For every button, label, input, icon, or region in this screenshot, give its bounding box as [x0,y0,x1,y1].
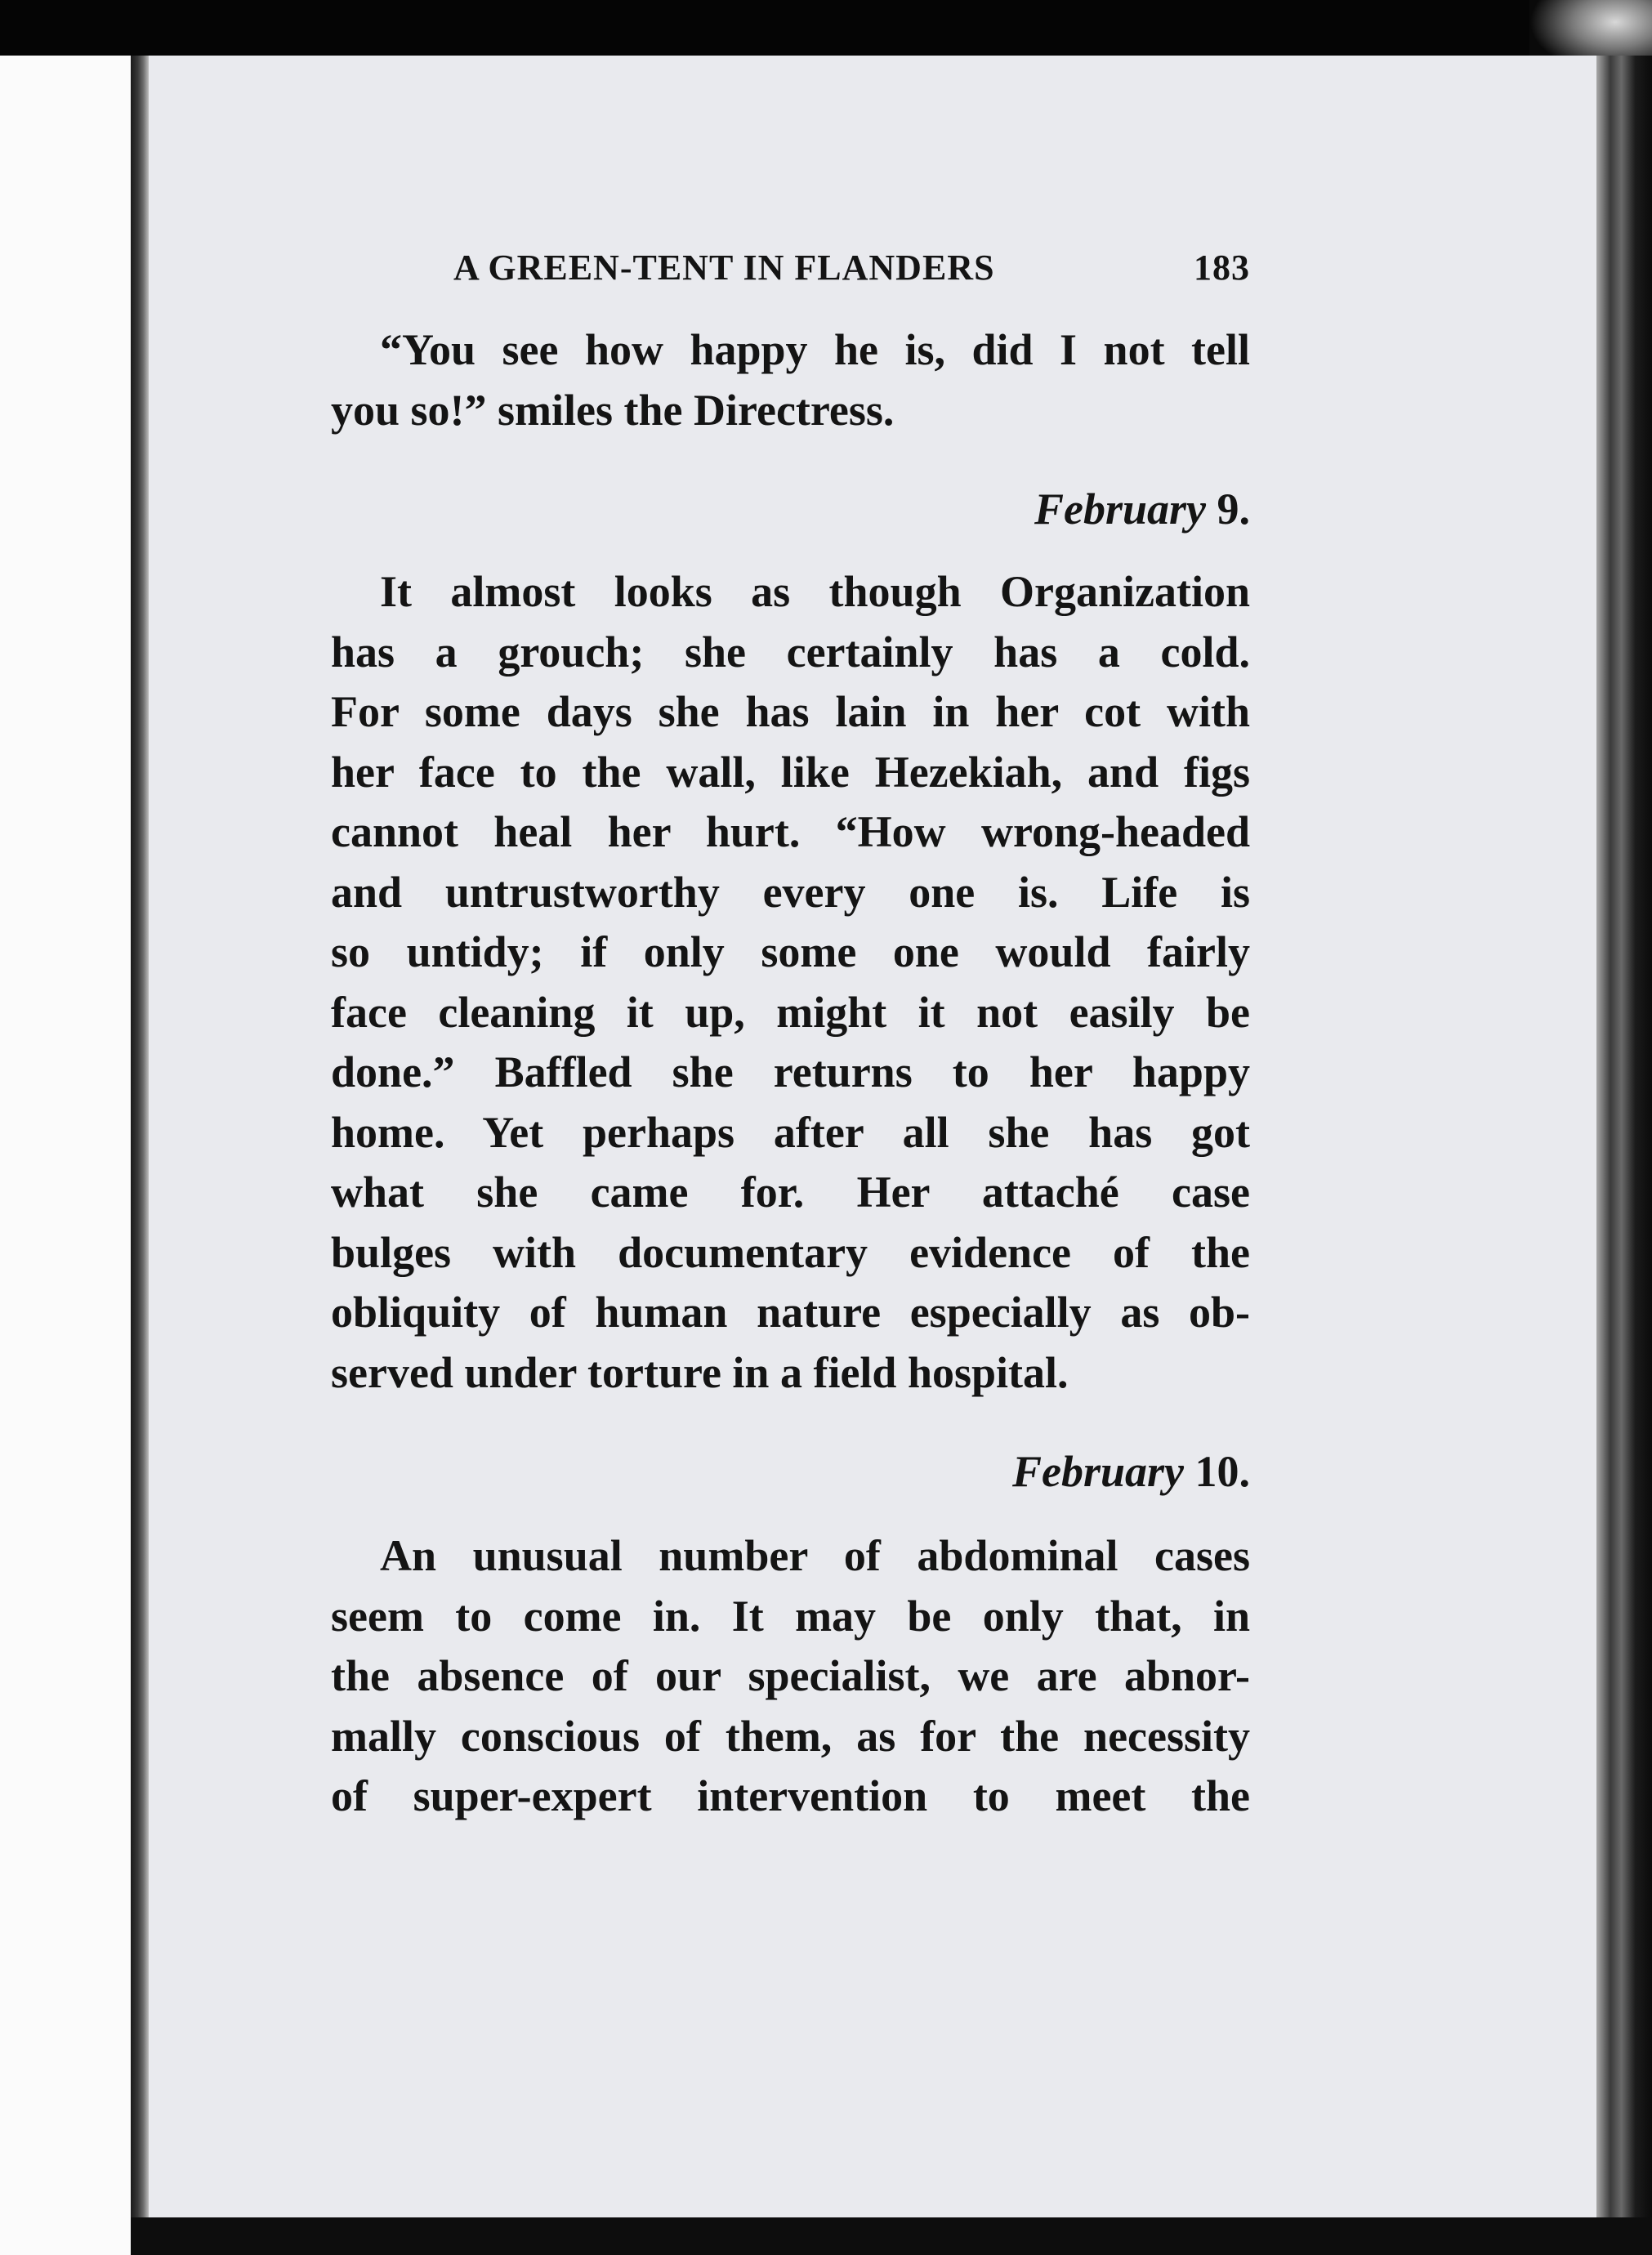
dateline-day: 10. [1194,1447,1250,1496]
text-line: what she came for. Her attaché case [331,1168,1250,1217]
dateline-month: February [1034,484,1206,534]
text-line: home. Yet perhaps after all she has got [331,1107,1250,1157]
scan-bottom-border [131,2217,1652,2255]
text-line: the absence of our specialist, we are abnor- [331,1651,1250,1700]
text-line: and untrustworthy every one is. Life is [331,867,1250,917]
text-line: It almost looks as though Organization [380,567,1250,616]
scan-right-edge [1596,56,1652,2255]
text-line: For some days she has lain in her cot with [331,687,1250,736]
dateline-february-10 [1012,1446,1250,1497]
text-line: mally conscious of them, as for the necessity [331,1711,1250,1761]
text-line: so untidy; if only some one would fairly [331,927,1250,976]
text-line: done.” Baffled she returns to her happy [331,1047,1250,1096]
page-number: 183 [1194,248,1250,288]
text-line: bulges with documentary evidence of the [331,1227,1250,1277]
paragraph-1 [331,320,1250,440]
scan-left-margin [0,56,131,2255]
text-line: “You see how happy he is, did I not tell [380,325,1250,374]
text-line: An unusual number of abdominal cases [380,1531,1250,1580]
text-line: served under torture in a field hospital. [331,1347,1069,1397]
paragraph-2 [331,562,1250,1403]
dateline-month: February [1011,1447,1184,1496]
text-line: cannot heal her hurt. “How wrong-headed [331,807,1250,856]
text-line: seem to come in. It may be only that, in [331,1591,1250,1641]
dateline-day: 9. [1217,484,1250,534]
running-head-title: A GREEN-TENT IN FLANDERS [453,248,995,288]
text-line: of super-expert intervention to meet the [331,1771,1250,1820]
scan-binding-edge [131,56,149,2255]
scan-top-border [0,0,1652,56]
text-line: has a grouch; she certainly has a cold. [331,627,1250,676]
text-line: obliquity of human nature especially as ob- [331,1288,1250,1337]
text-line: you so!” smiles the Directress. [331,385,895,435]
text-line: her face to the wall, like Hezekiah, and figs [331,747,1250,797]
text-line: face cleaning it up, might it not easily be [331,987,1250,1037]
dateline-february-9 [1034,484,1250,534]
paragraph-3 [331,1526,1250,1827]
